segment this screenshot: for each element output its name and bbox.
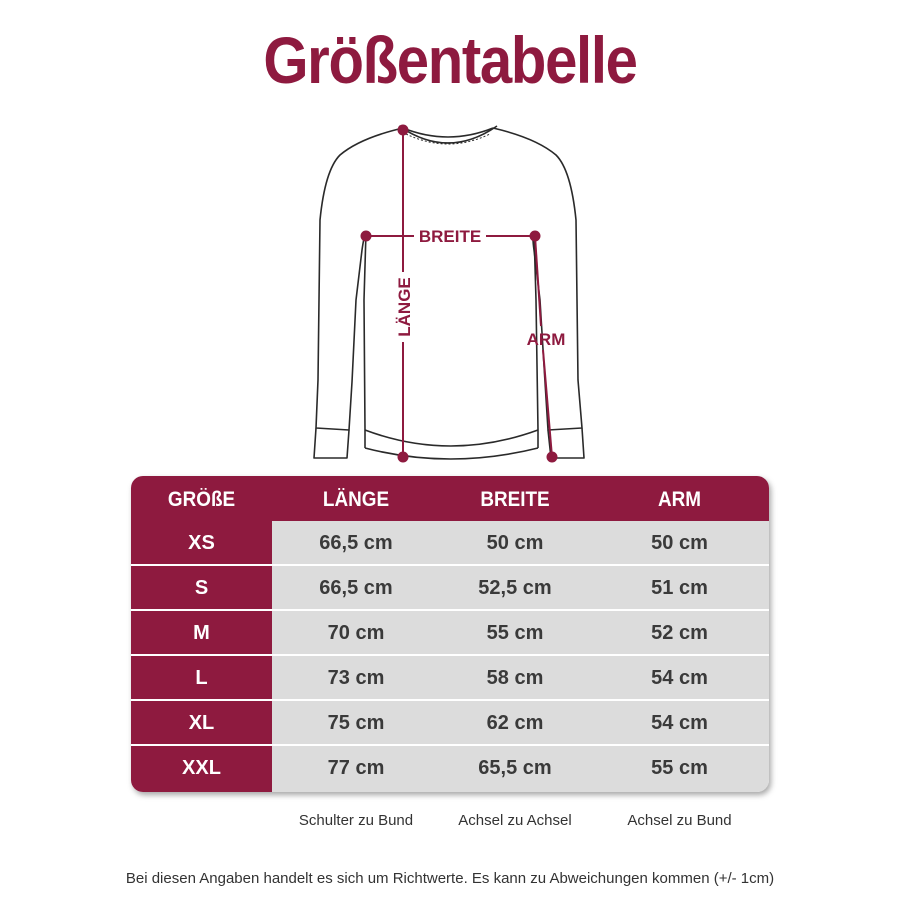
laenge-cell: 66,5 cm [319,532,393,554]
page-title: Größentabelle [263,23,637,97]
table-row [131,701,769,744]
laenge-cell: 77 cm [327,757,385,779]
arm-cell: 52 cm [651,622,708,644]
note-laenge: Schulter zu Bund [298,812,414,829]
arm-cell: 54 cm [651,667,708,689]
size-cell: S [131,566,272,609]
header-groesse: GRÖßE [167,488,236,511]
laenge-cell: 70 cm [327,622,385,644]
size-table-header [131,476,769,521]
arm-cell: 51 cm [651,577,708,599]
size-table [131,476,769,792]
header-arm: ARM [657,488,702,511]
size-cell: XL [131,701,272,744]
breite-cell: 50 cm [486,532,544,554]
note-arm: Achsel zu Bund [627,812,732,829]
laenge-cell: 73 cm [327,667,385,689]
breite-cell: 62 cm [486,712,544,734]
arm-cell: 54 cm [651,712,708,734]
breite-cell: 58 cm [486,667,544,689]
footnote: Bei diesen Angaben handelt es sich um Richtwerte. Es kann zu Abweichungen kommen (+/- 1cm) [125,870,775,887]
size-cell: XS [131,521,272,564]
laenge-cell: 75 cm [327,712,385,734]
laenge-label: LÄNGE [395,277,414,337]
size-cell: M [131,611,272,654]
breite-cell: 65,5 cm [478,757,552,779]
laenge-cell: 66,5 cm [319,577,393,599]
table-row [131,611,769,654]
size-cell: L [131,656,272,699]
header-breite: BREITE [480,488,550,511]
note-breite: Achsel zu Achsel [458,812,572,829]
table-row [131,566,769,609]
size-cell: XXL [131,746,272,792]
breite-cell: 55 cm [486,622,544,644]
arm-cell: 50 cm [651,532,708,554]
table-row [131,656,769,699]
arm-cell: 55 cm [651,757,708,779]
table-row [131,521,769,564]
table-row [131,746,769,792]
breite-cell: 52,5 cm [478,577,552,599]
measurement-lines [362,126,557,462]
arm-label: ARM [526,330,566,349]
breite-label: BREITE [418,227,482,246]
sweatshirt-outline [314,126,584,459]
header-laenge: LÄNGE [322,488,390,511]
